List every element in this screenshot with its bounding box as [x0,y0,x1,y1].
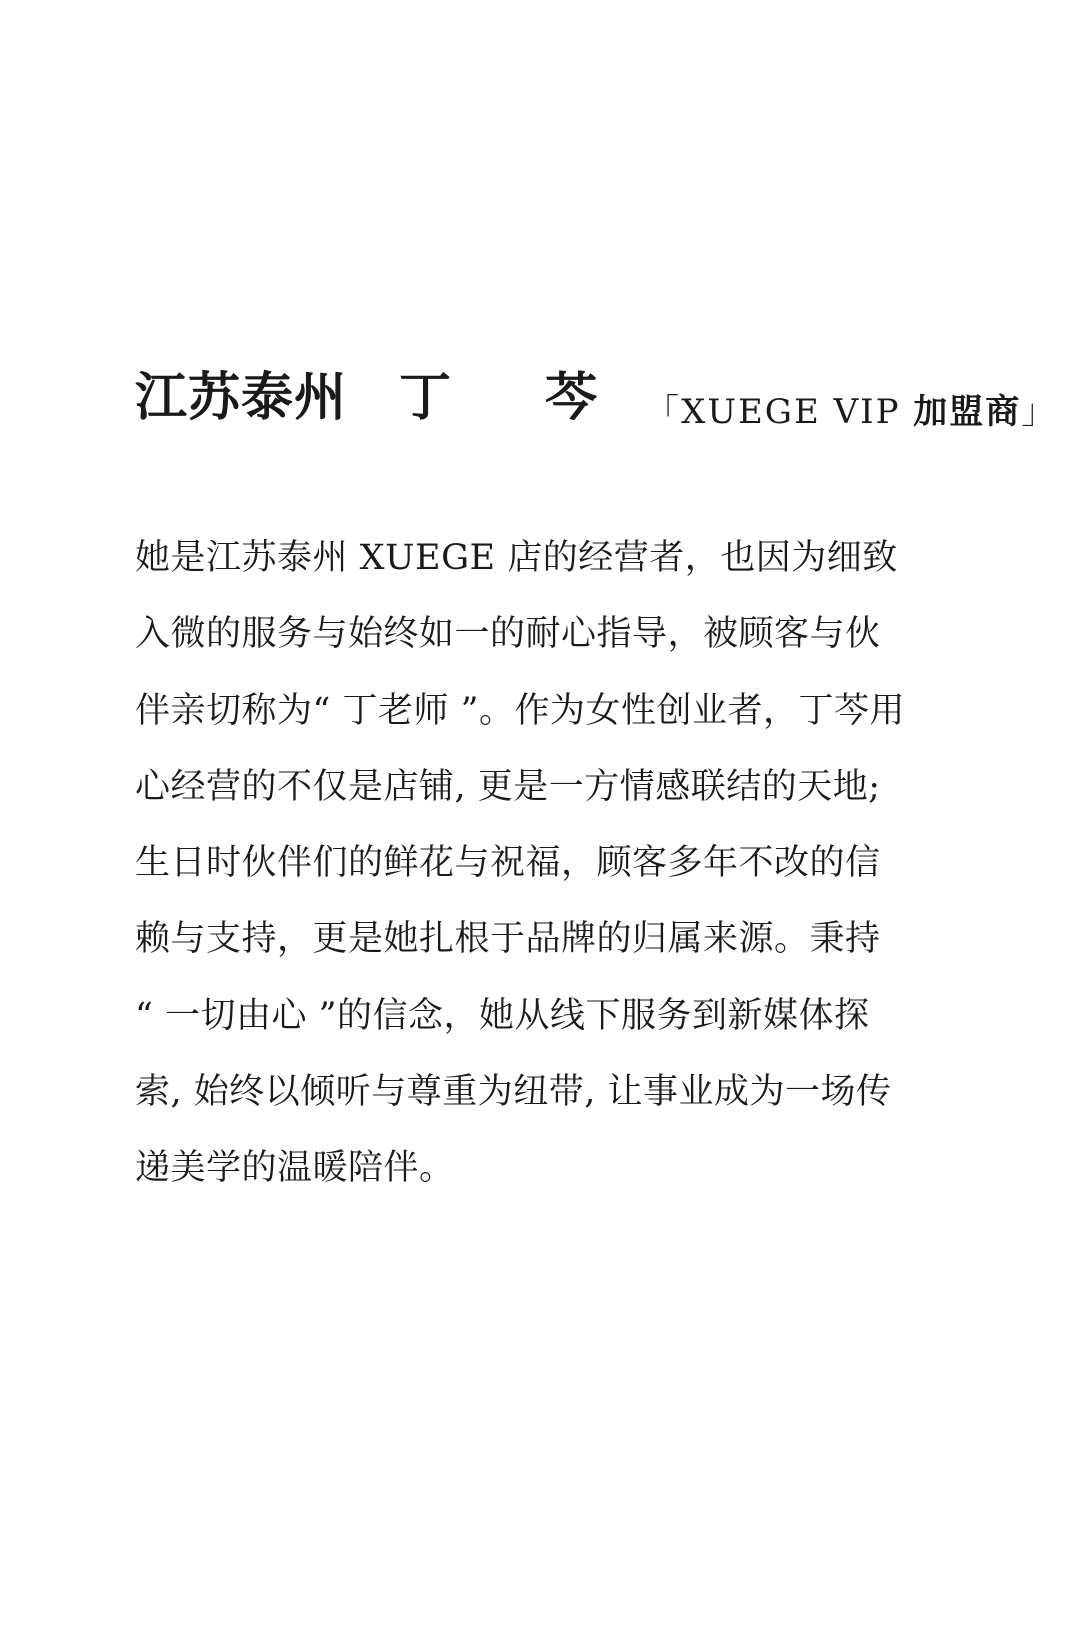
paragraph-line: 赖与支持，更是她扎根于品牌的归属来源。秉持 [135,919,881,960]
profile-heading [135,367,1058,442]
paragraph-line: 伴亲切称为“ 丁老师 ”。作为女性创业者，丁芩用 [135,690,906,731]
description-paragraph [135,520,945,1207]
paragraph-line: 入微的服务与始终如一的耐心指导，被顾客与伙 [135,614,881,655]
role-label [645,392,1058,432]
role-chinese: 加盟商 [913,392,1022,432]
profile-description [135,520,945,1207]
paragraph-line: 索, 始终以倾听与尊重为纽带, 让事业成为一场传 [135,1072,892,1113]
paragraph-line: “ 一切由心 ”的信念，她从线下服务到新媒体探 [135,995,870,1036]
paragraph-line: 递美学的温暖陪伴。 [135,1148,455,1189]
person-name: 丁 芩 [399,367,636,428]
paragraph-line: 心经营的不仅是店铺, 更是一方情感联结的天地; [135,766,881,807]
paragraph-line: 她是江苏泰州 XUEGE 店的经营者，也因为细致 [135,538,898,578]
location-title: 江苏泰州 [135,367,348,428]
role-bracket-close: 」 [1021,392,1058,432]
paragraph-line: 生日时伙伴们的鲜花与祝福，顾客多年不改的信 [135,843,881,884]
role-bracket-open: 「 [645,392,682,432]
role-english: XUEGE VIP [681,392,914,432]
